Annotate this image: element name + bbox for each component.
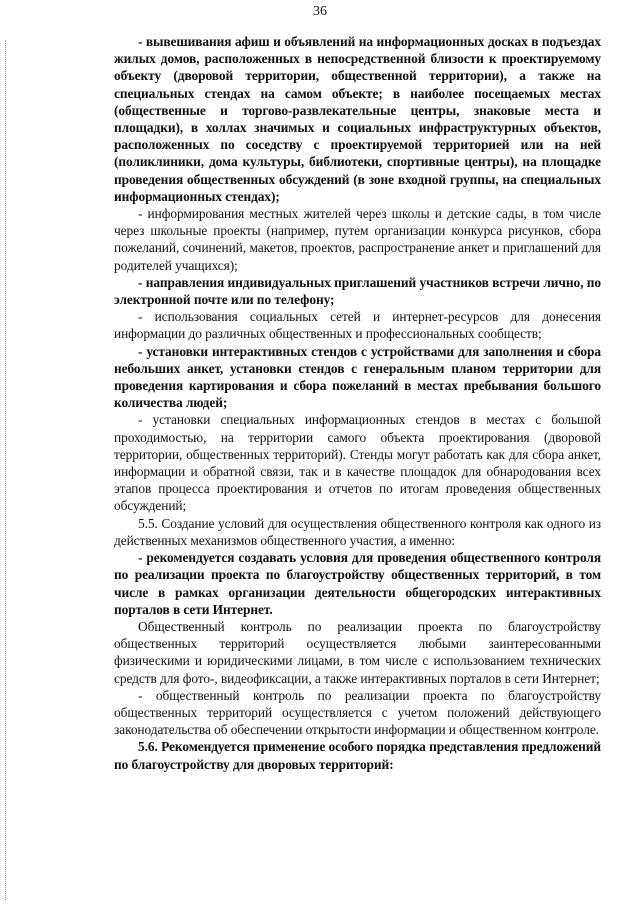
page-number: 36 bbox=[313, 4, 327, 19]
paragraph-individual-invitations: - направления индивидуальных приглашений участников встречи лично, по электронной почте или по телефону; bbox=[114, 274, 601, 308]
paragraph-posting-notices: - вывешивания афиш и объявлений на информационных досках в подъездах жилых домов, расположенных в непосредственной близости к проектируемому объекту (дворовой территории, общественной территории), а также на специальных стендах на самом объекте; в наиболее посещаемых местах (общественные и торгово-развлекательные центры, знаковые места и площадки), в холлах значимых и социальных инфраструктурных объектов, расположенных по соседству с проектируемой территорией или на ней (поликлиники, дома культуры, библиотеки, спортивные центры), на площадке проведения общественных обсуждений (в зоне входной группы, на специальных информационных стендах); bbox=[114, 34, 601, 204]
paragraph-public-control-parties: Общественный контроль по реализации проекта по благоустройству общественных территорий осуществляется любыми заинтересованными физическими и юридическими лицами, в том числе с использованием технических средств для фото-, видеофиксации, а также интерактивных порталов в сети Интернет; bbox=[114, 618, 601, 686]
paragraph-social-networks: - использования социальных сетей и интернет-ресурсов для донесения информации до различных общественных и профессиональных сообществ; bbox=[114, 309, 601, 342]
document-body bbox=[114, 33, 601, 773]
scan-margin-marks bbox=[5, 40, 10, 900]
paragraph-interactive-stands: - установки интерактивных стендов с устройствами для заполнения и сбора небольших анкет, установки стендов с генеральным планом территории для проведения картирования и сбора пожеланий в местах пребывания большого количества людей; bbox=[114, 343, 601, 411]
paragraph-information-stands: - установки специальных информационных стендов в местах с большой проходимостью, на территории самого объекта проектирования (дворовой территории, общественных территорий). Стенды могут работать как для сбора анкет, информации и обратной связи, так и в качестве площадок для обнародования всех этапов процесса проектирования и отчетов по итогам проведения общественных обсуждений; bbox=[114, 412, 601, 514]
paragraph-public-control-legislation: - общественный контроль по реализации проекта по благоустройству общественных территорий осуществляется с учетом положений действующего законодательства об обеспечении открытости информации и общественном контроле. bbox=[114, 687, 601, 738]
paragraph-section-5-6: 5.6. Рекомендуется применение особого порядка представления предложений по благоустройству для дворовых территорий: bbox=[114, 739, 601, 772]
paragraph-schools-informing: - информирования местных жителей через школы и детские сады, в том числе через школьные проекты (например, путем организации конкурса рисунков, сбора пожеланий, сочинений, макетов, проектов, распространение анкет и приглашений для родителей учащихся); bbox=[114, 206, 601, 273]
paragraph-public-control-conditions: - рекомендуется создавать условия для проведения общественного контроля по реализации проекта по благоустройству общественных территорий, в том числе в рамках организации деятельности общегородских интерактивных порталов в сети Интернет. bbox=[114, 550, 601, 617]
paragraph-section-5-5: 5.5. Создание условий для осуществления общественного контроля как одного из действенных механизмов общественного участия, а именно: bbox=[114, 515, 601, 548]
